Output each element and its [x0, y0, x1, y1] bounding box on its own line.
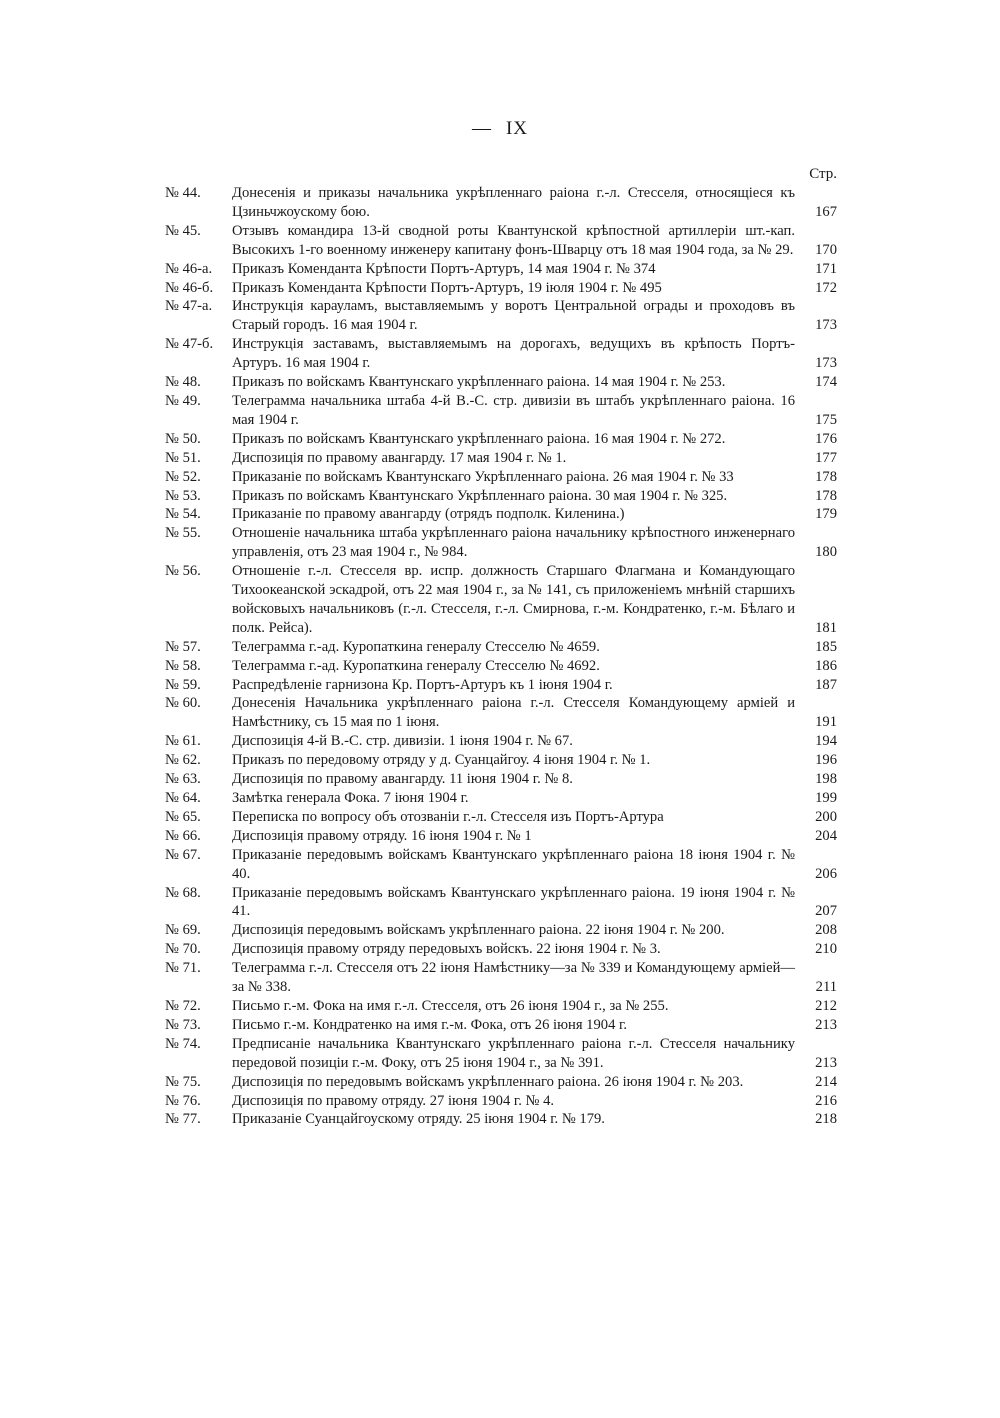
- entry-title: Диспозиція правому отряду передовыхъ войскъ. 22 іюня 1904 г. № 3.: [232, 941, 661, 958]
- entry-title: Приказаніе Суанцайгоускому отряду. 25 іюня 1904 г. № 179.: [232, 1111, 605, 1128]
- toc-entry: [165, 827, 837, 846]
- entry-page-number: 167: [815, 203, 837, 220]
- entry-page-number: 218: [815, 1111, 837, 1128]
- entry-number: № 64.: [165, 790, 201, 806]
- entry-page-number: 176: [815, 430, 837, 447]
- entry-page-number: 174: [815, 374, 837, 391]
- entry-page-number: 175: [815, 411, 837, 428]
- entry-title: Замѣтка генерала Фока. 7 іюня 1904 г.: [232, 790, 469, 806]
- entry-number: № 58.: [165, 657, 201, 674]
- entry-page-number: 179: [815, 506, 837, 523]
- toc-entry: [165, 846, 837, 884]
- toc-entry: [165, 884, 837, 922]
- roman-page-number: IX: [505, 118, 529, 139]
- toc-entry: [165, 789, 837, 808]
- toc-entry: [165, 694, 837, 732]
- toc-entry: [165, 676, 837, 695]
- entry-number: № 69.: [165, 922, 201, 939]
- toc-entry: [165, 335, 837, 373]
- toc-entry: [165, 562, 837, 638]
- entry-title: Инструкція карауламъ, выставляемымъ у воротъ Центральной ограды и проходовъ въ Старый городъ. 16 мая 1904 г.: [232, 298, 795, 334]
- toc-entry: [165, 1110, 837, 1129]
- entry-title: Отношеніе г.-л. Стесселя вр. испр. должность Старшаго Флагмана и Командующаго Тихоокеанской эскадрой, отъ 22 мая 1904 г., за № 141, съ приложеніемъ мнѣній старшихъ войсковыхъ начальниковъ (г.-л. Стесселя, г.-л. Смирнова, г.-м. Кондратенко, г.-м. Бѣлаго и полк. Рейса).: [232, 563, 795, 636]
- entry-title: Диспозиція по правому авангарду. 11 іюня 1904 г. № 8.: [232, 771, 573, 788]
- heading-dash: —: [471, 118, 492, 139]
- entry-number: № 55.: [165, 525, 201, 542]
- toc-entry: [165, 1092, 837, 1111]
- entry-number: № 46-б.: [165, 279, 214, 296]
- table-of-contents: [165, 184, 837, 1129]
- entry-page-number: 213: [815, 1054, 837, 1071]
- toc-entry: [165, 430, 837, 449]
- entry-number: № 45.: [165, 222, 201, 239]
- entry-title: Диспозиція 4-й В.-С. стр. дивизіи. 1 іюня 1904 г. № 67.: [232, 733, 573, 750]
- entry-title: Диспозиція правому отряду. 16 іюня 1904 г. № 1: [232, 827, 532, 844]
- entry-page-number: 211: [815, 979, 837, 996]
- entry-page-number: 181: [815, 619, 837, 636]
- entry-number: № 54.: [165, 506, 201, 523]
- entry-number: № 50.: [165, 430, 201, 447]
- entry-title: Инструкція заставамъ, выставляемымъ на дорогахъ, ведущихъ въ крѣпость Портъ-Артуръ. 16 мая 1904 г.: [232, 336, 795, 372]
- entry-page-number: 172: [815, 279, 837, 296]
- entry-page-number: 180: [815, 544, 837, 561]
- page-column-header: Стр.: [809, 166, 837, 182]
- entry-title: Приказъ по войскамъ Квантунскаго укрѣпленнаго раіона. 16 мая 1904 г. № 272.: [232, 430, 726, 447]
- entry-number: № 63.: [165, 771, 201, 788]
- entry-title: Приказъ Коменданта Крѣпости Портъ-Артуръ, 19 іюля 1904 г. № 495: [232, 279, 662, 296]
- entry-title: Телеграмма начальника штаба 4-й В.-С. стр. дивизіи въ штабъ укрѣпленнаго раіона. 16 мая 1904 г.: [232, 392, 795, 428]
- toc-entry: [165, 657, 837, 676]
- entry-page-number: 206: [815, 865, 837, 882]
- entry-number: № 73.: [165, 1016, 201, 1033]
- entry-page-number: 199: [815, 790, 837, 806]
- entry-number: № 72.: [165, 997, 201, 1014]
- entry-page-number: 185: [815, 638, 837, 655]
- entry-title: Письмо г.-м. Кондратенко на имя г.-м. Фока, отъ 26 іюня 1904 г.: [232, 1016, 627, 1033]
- entry-page-number: 187: [815, 676, 837, 693]
- entry-title: Переписка по вопросу объ отозваніи г.-л. Стесселя изъ Портъ-Артура: [232, 808, 664, 825]
- entry-title: Приказаніе по правому авангарду (отрядъ подполк. Киленина.): [232, 506, 625, 523]
- toc-entry: [165, 770, 837, 789]
- entry-title: Приказаніе по войскамъ Квантунскаго Укрѣпленнаго раіона. 26 мая 1904 г. № 33: [232, 468, 734, 485]
- toc-entry: [165, 279, 837, 298]
- entry-page-number: 194: [815, 733, 837, 750]
- toc-entry: [165, 732, 837, 751]
- toc-entry: [165, 373, 837, 392]
- entry-number: № 65.: [165, 808, 201, 825]
- entry-number: № 53.: [165, 487, 201, 504]
- entry-title: Телеграмма г.-л. Стесселя отъ 22 іюня Намѣстнику—за № 339 и Командующему арміей—за № 338.: [232, 960, 795, 996]
- entry-title: Приказаніе передовымъ войскамъ Квантунскаго укрѣпленнаго раіона 18 іюня 1904 г. № 40.: [232, 846, 795, 882]
- entry-number: № 74.: [165, 1035, 201, 1052]
- toc-entry: [165, 1016, 837, 1035]
- toc-entry: [165, 487, 837, 506]
- entry-number: № 47-б.: [165, 336, 214, 353]
- entry-number: № 61.: [165, 733, 201, 750]
- entry-title: Диспозиція по правому авангарду. 17 мая 1904 г. № 1.: [232, 449, 567, 466]
- entry-page-number: 178: [815, 468, 837, 485]
- entry-number: № 47-а.: [165, 298, 213, 315]
- entry-page-number: 198: [815, 771, 837, 788]
- entry-page-number: 171: [815, 260, 837, 277]
- entry-number: № 57.: [165, 638, 201, 655]
- entry-title: Предписаніе начальника Квантунскаго укрѣпленнаго раіона г.-л. Стесселя начальнику передовой позиціи г.-м. Фоку, отъ 25 іюня 1904 г., за № 391.: [232, 1035, 795, 1071]
- entry-page-number: 216: [815, 1092, 837, 1109]
- entry-page-number: 173: [815, 317, 837, 334]
- entry-number: № 51.: [165, 449, 201, 466]
- entry-title: Приказаніе передовымъ войскамъ Квантунскаго укрѣпленнаго раіона. 19 іюня 1904 г. № 41.: [232, 884, 795, 920]
- entry-number: № 66.: [165, 827, 201, 844]
- toc-entry: [165, 449, 837, 468]
- entry-number: № 68.: [165, 884, 201, 901]
- entry-number: № 76.: [165, 1092, 201, 1109]
- toc-entry: [165, 505, 837, 524]
- entry-number: № 75.: [165, 1073, 201, 1090]
- entry-page-number: 173: [815, 355, 837, 372]
- entry-title: Приказъ Коменданта Крѣпости Портъ-Артуръ, 14 мая 1904 г. № 374: [232, 260, 656, 277]
- toc-entry: [165, 524, 837, 562]
- entry-title: Диспозиція по передовымъ войскамъ укрѣпленнаго раіона. 26 іюня 1904 г. № 203.: [232, 1073, 744, 1090]
- entry-number: № 46-а.: [165, 260, 213, 277]
- page-number-heading: [0, 118, 1000, 140]
- toc-entry: [165, 751, 837, 770]
- entry-number: № 71.: [165, 960, 201, 977]
- entry-title: Донесенія Начальника укрѣпленнаго раіона г.-л. Стесселя Командующему арміей и Намѣстнику, съ 15 мая по 1 іюня.: [232, 695, 795, 731]
- entry-page-number: 191: [815, 714, 837, 731]
- entry-page-number: 178: [815, 487, 837, 504]
- entry-number: № 77.: [165, 1111, 201, 1128]
- toc-entry: [165, 468, 837, 487]
- entry-title: Приказъ по войскамъ Квантунскаго укрѣпленнаго раіона. 14 мая 1904 г. № 253.: [232, 374, 726, 391]
- toc-entry: [165, 808, 837, 827]
- toc-entry: [165, 297, 837, 335]
- entry-page-number: 204: [815, 827, 837, 844]
- entry-number: № 62.: [165, 752, 201, 769]
- entry-number: № 44.: [165, 185, 201, 201]
- entry-page-number: 210: [815, 941, 837, 958]
- toc-entry: [165, 222, 837, 260]
- entry-title: Распредѣленіе гарнизона Кр. Портъ-Артуръ къ 1 іюня 1904 г.: [232, 676, 613, 693]
- toc-entry: [165, 997, 837, 1016]
- entry-title: Диспозиція передовымъ войскамъ укрѣпленнаго раіона. 22 іюня 1904 г. № 200.: [232, 922, 725, 939]
- toc-entry: [165, 1035, 837, 1073]
- entry-page-number: 214: [815, 1073, 837, 1090]
- entry-title: Отношеніе начальника штаба укрѣпленнаго раіона начальнику крѣпостного инженернаго управленія, отъ 23 мая 1904 г., № 984.: [232, 525, 795, 561]
- toc-entry: [165, 392, 837, 430]
- entry-number: № 67.: [165, 846, 201, 863]
- entry-title: Телеграмма г.-ад. Куропаткина генералу Стесселю № 4659.: [232, 638, 600, 655]
- entry-page-number: 177: [815, 449, 837, 466]
- toc-entry: [165, 1073, 837, 1092]
- toc-entry: [165, 638, 837, 657]
- entry-title: Приказъ по войскамъ Квантунскаго Укрѣпленнаго раіона. 30 мая 1904 г. № 325.: [232, 487, 728, 504]
- entry-title: Приказъ по передовому отряду у д. Суанцайгоу. 4 іюня 1904 г. № 1.: [232, 752, 651, 769]
- entry-number: № 49.: [165, 392, 201, 409]
- toc-entry: [165, 921, 837, 940]
- entry-page-number: 196: [815, 752, 837, 769]
- entry-number: № 59.: [165, 676, 201, 693]
- toc-entry: [165, 959, 837, 997]
- entry-title: Донесенія и приказы начальника укрѣпленнаго раіона г.-л. Стесселя, относящіеся къ Цзиньчжоускому бою.: [232, 185, 795, 220]
- entry-title: Диспозиція по правому отряду. 27 іюня 1904 г. № 4.: [232, 1092, 555, 1109]
- toc-entry: [165, 940, 837, 959]
- entry-page-number: 208: [815, 922, 837, 939]
- entry-number: № 60.: [165, 695, 201, 712]
- entry-number: № 48.: [165, 374, 201, 391]
- entry-title: Отзывъ командира 13-й сводной роты Квантунской крѣпостной артиллеріи шт.-кап. Высокихъ 1-го военному инженеру капитану фонъ-Шварцу отъ 18 мая 1904 года, за № 29.: [232, 222, 795, 258]
- entry-page-number: 212: [815, 997, 837, 1014]
- toc-entry: [165, 260, 837, 279]
- entry-page-number: 170: [815, 241, 837, 258]
- entry-number: № 70.: [165, 941, 201, 958]
- entry-number: № 56.: [165, 563, 201, 580]
- entry-number: № 52.: [165, 468, 201, 485]
- entry-title: Телеграмма г.-ад. Куропаткина генералу Стесселю № 4692.: [232, 657, 600, 674]
- entry-page-number: 186: [815, 657, 837, 674]
- entry-page-number: 207: [815, 903, 837, 920]
- toc-entry: [165, 184, 837, 222]
- entry-page-number: 213: [815, 1016, 837, 1033]
- entry-title: Письмо г.-м. Фока на имя г.-л. Стесселя, отъ 26 іюня 1904 г., за № 255.: [232, 997, 669, 1014]
- entry-page-number: 200: [815, 808, 837, 825]
